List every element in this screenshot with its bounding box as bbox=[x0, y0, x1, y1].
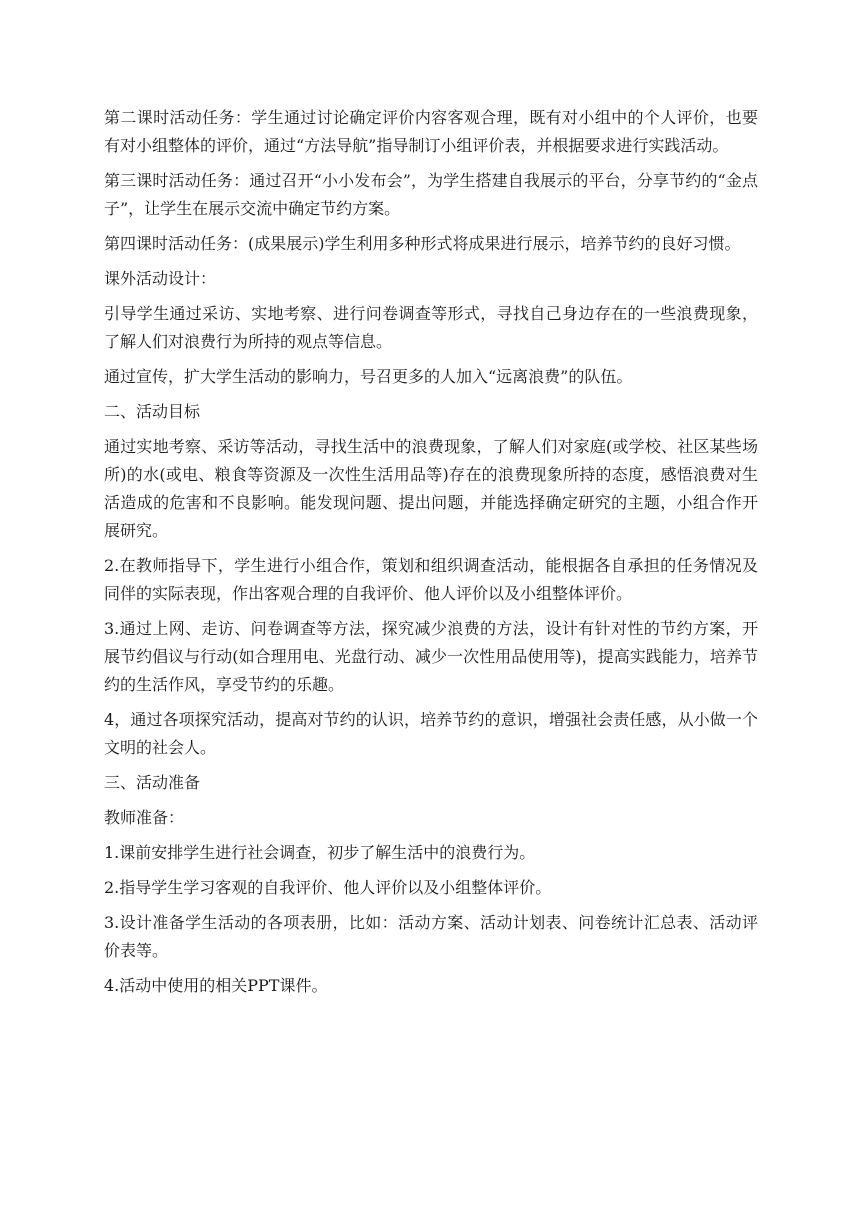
prep-item-3: 3.设计准备学生活动的各项表册，比如：活动方案、活动计划表、问卷统计汇总表、活动评价表等。 bbox=[104, 913, 758, 960]
goal-item-3: 3.通过上网、走访、问卷调查等方法，探究减少浪费的方法，设计有针对性的节约方案，开展节约倡议与行动(如合理用电、光盘行动、减少一次性用品使用等)，提高实践能力，培养节约的生活作风，享受节约的乐趣。 bbox=[104, 619, 758, 694]
heading-teacher-preparation: 教师准备： bbox=[104, 808, 185, 827]
goal-item-4: 4，通过各项探究活动，提高对节约的认识，培养节约的意识，增强社会责任感，从小做一个文明的社会人。 bbox=[104, 710, 758, 757]
goal-item-1: 通过实地考察、采访等活动，寻找生活中的浪费现象，了解人们对家庭(或学校、社区某些场所)的水(或电、粮食等资源及一次性生活用品等)存在的浪费现象所持的态度，感悟浪费对生活造成的危害和不良影响。能发现问题、提出问题，并能选择确定研究的主题，小组合作开展研究。 bbox=[104, 437, 758, 540]
paragraph-extracurricular-guide: 引导学生通过采访、实地考察、进行问卷调查等形式，寻找自己身边存在的一些浪费现象，了解人们对浪费行为所持的观点等信息。 bbox=[104, 304, 758, 351]
document-page bbox=[104, 104, 758, 1007]
prep-item-2: 2.指导学生学习客观的自我评价、他人评价以及小组整体评价。 bbox=[104, 878, 552, 897]
goal-item-2: 2.在教师指导下，学生进行小组合作，策划和组织调查活动，能根据各自承担的任务情况及同伴的实际表现，作出客观合理的自我评价、他人评价以及小组整体评价。 bbox=[104, 556, 758, 603]
prep-item-4: 4.活动中使用的相关PPT课件。 bbox=[104, 976, 328, 995]
paragraph-extracurricular-promote: 通过宣传，扩大学生活动的影响力，号召更多的人加入“远离浪费”的队伍。 bbox=[104, 367, 633, 386]
section-heading-preparation: 三、活动准备 bbox=[104, 773, 201, 792]
paragraph-lesson2-task: 第二课时活动任务：学生通过讨论确定评价内容客观合理，既有对小组中的个人评价，也要有对小组整体的评价，通过“方法导航”指导制订小组评价表，并根据要求进行实践活动。 bbox=[104, 108, 758, 155]
prep-item-1: 1.课前安排学生进行社会调查，初步了解生活中的浪费行为。 bbox=[104, 843, 536, 862]
heading-extracurricular: 课外活动设计： bbox=[104, 269, 217, 288]
paragraph-lesson4-task: 第四课时活动任务：(成果展示)学生利用多种形式将成果进行展示，培养节约的良好习惯。 bbox=[104, 234, 741, 253]
paragraph-lesson3-task: 第三课时活动任务：通过召开“小小发布会”，为学生搭建自我展示的平台，分享节约的“金点子”，让学生在展示交流中确定节约方案。 bbox=[104, 171, 758, 218]
section-heading-goals: 二、活动目标 bbox=[104, 402, 201, 421]
